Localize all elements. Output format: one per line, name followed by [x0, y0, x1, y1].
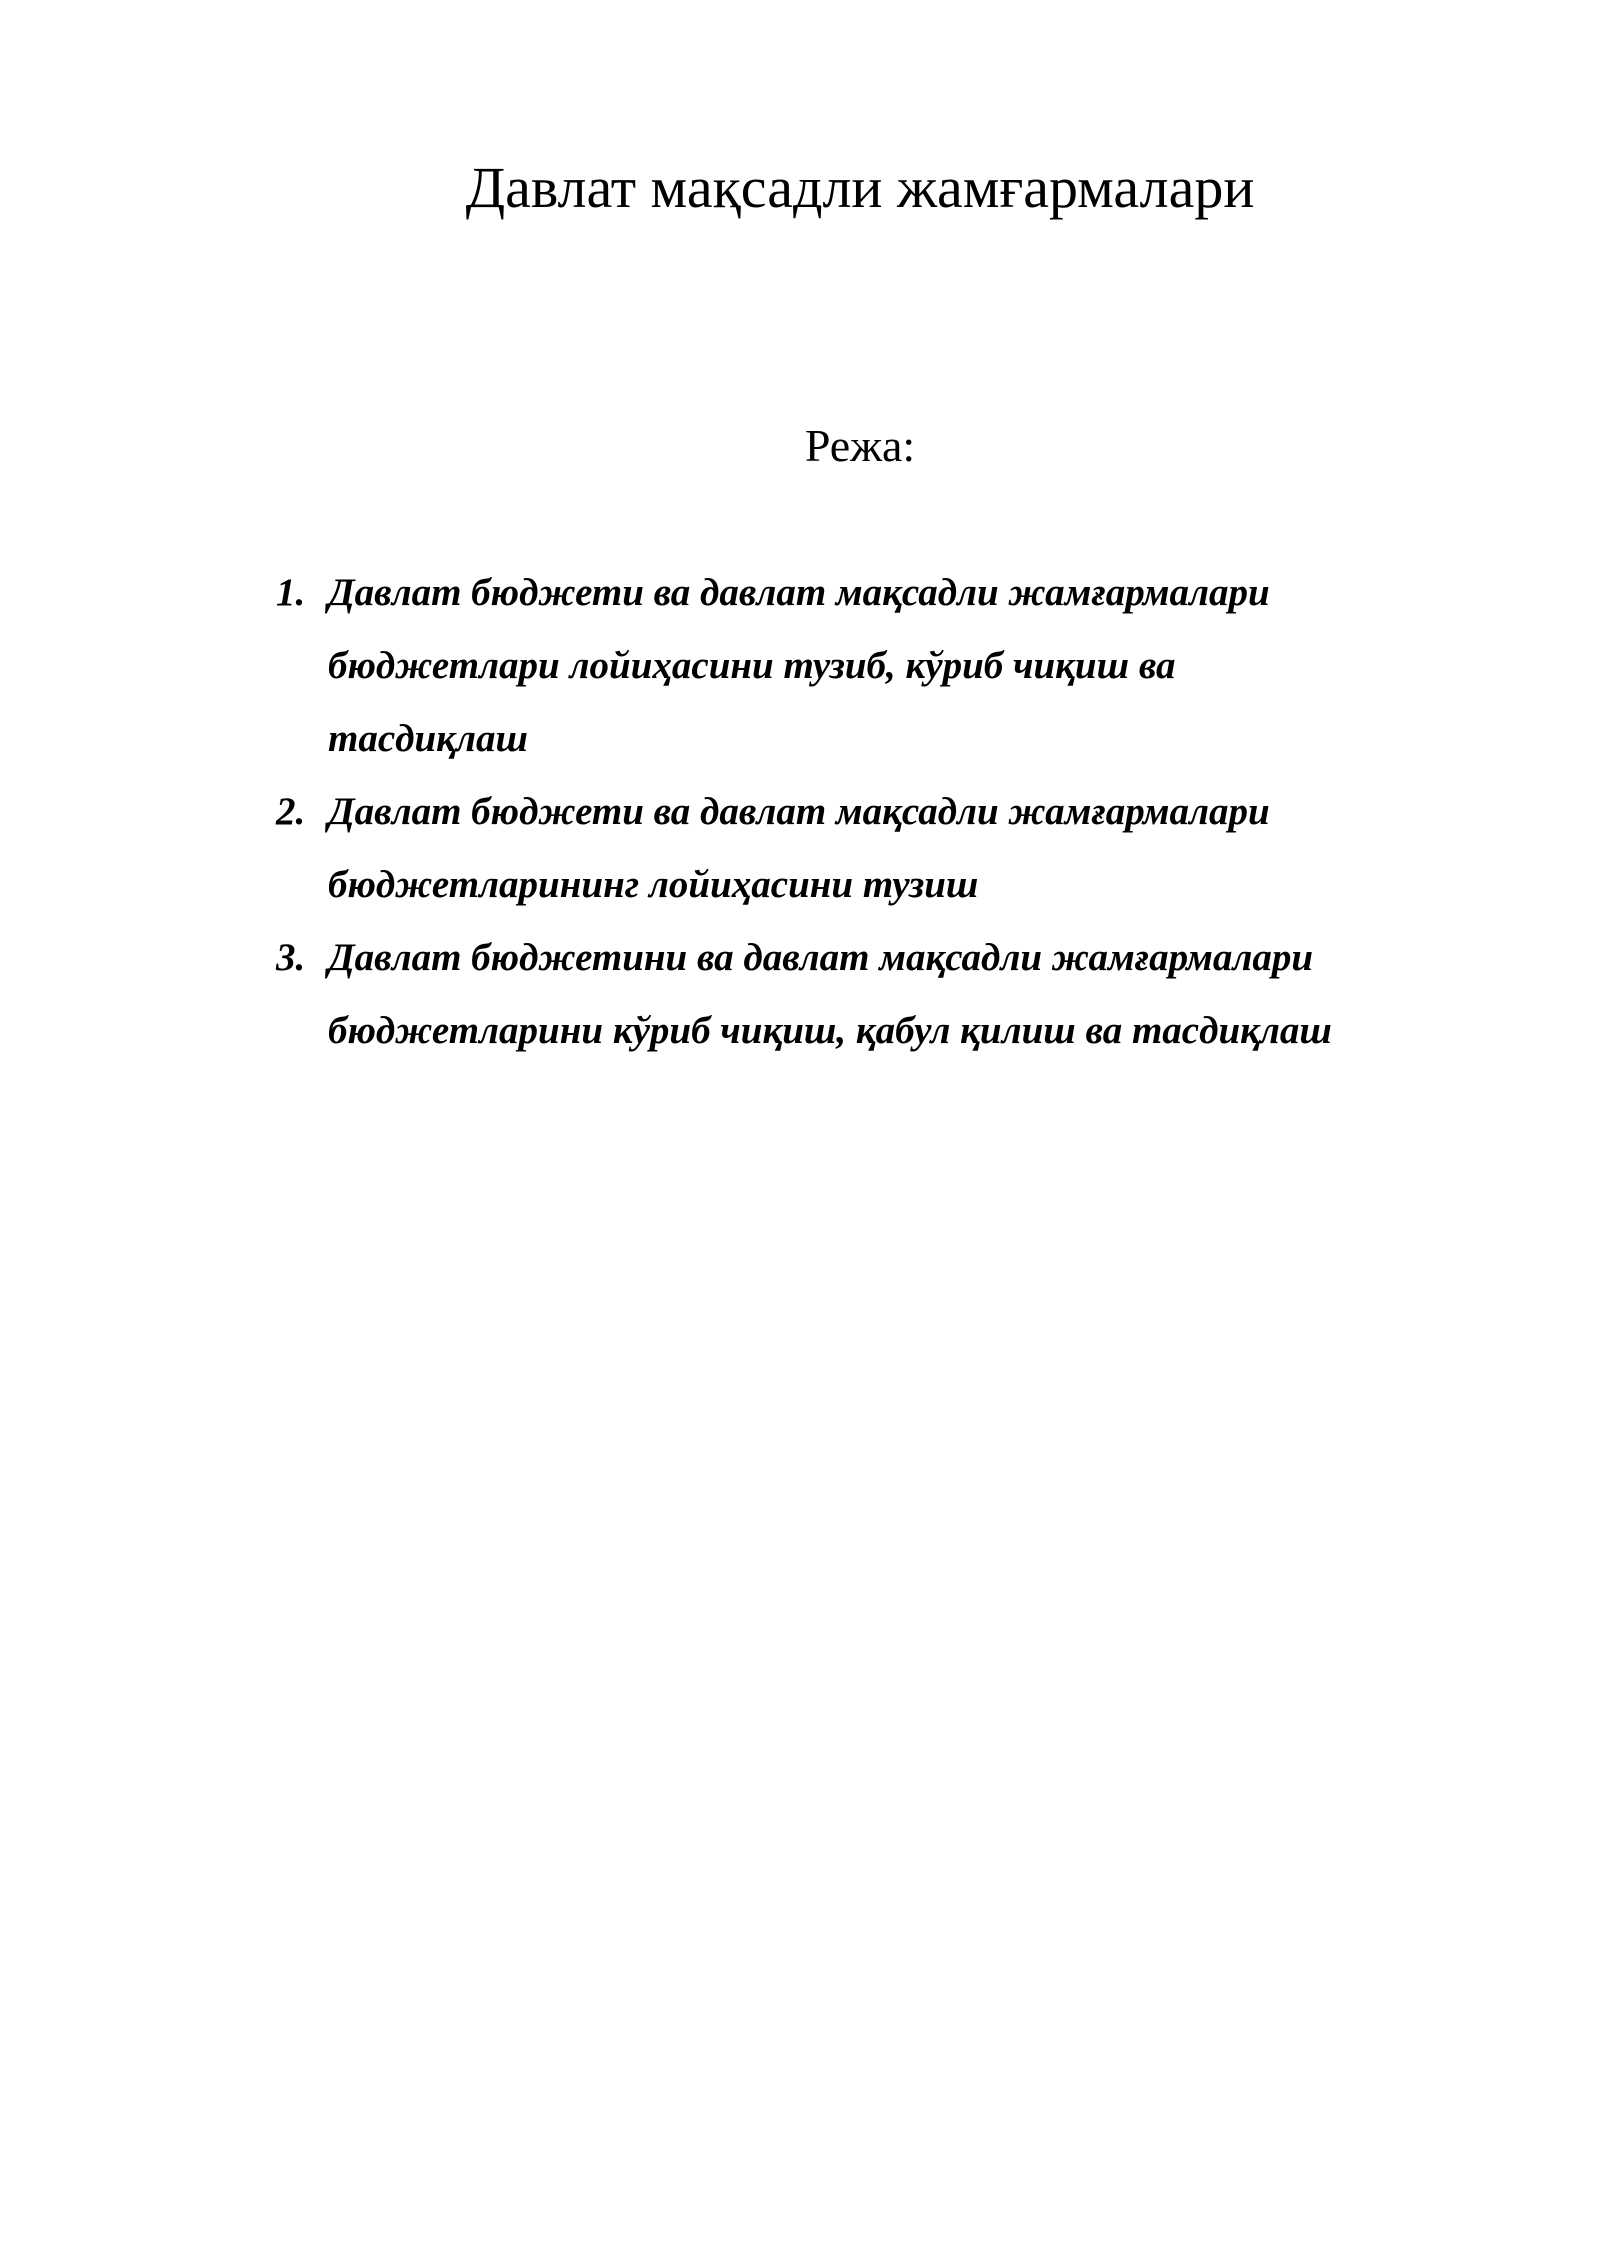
plan-item-line: Давлат бюджети ва давлат мақсадли жамғармалари — [328, 571, 1270, 614]
plan-item-line: Давлат бюджети ва давлат мақсадли жамғармалари — [328, 790, 1270, 833]
plan-item-number: 1. — [276, 571, 306, 614]
plan-list — [276, 556, 1476, 1067]
plan-item-line: бюджетларининг лойиҳасини тузиш — [328, 863, 979, 906]
plan-item-line: тасдиқлаш — [328, 717, 528, 760]
plan-heading: Режа: — [804, 420, 916, 471]
plan-item-number: 3. — [276, 936, 306, 979]
plan-item-line: Давлат бюджетини ва давлат мақсадли жамғармалари — [328, 936, 1314, 979]
document-title: Давлат мақсадли жамғармалари — [465, 155, 1255, 220]
plan-item-number: 2. — [276, 790, 306, 833]
plan-item-line: бюджетлари лойиҳасини тузиб, кўриб чиқиш ва — [328, 644, 1176, 687]
plan-item-2 — [276, 775, 1476, 921]
plan-item-3 — [276, 921, 1476, 1067]
plan-item-line: бюджетларини кўриб чиқиш, қабул қилиш ва тасдиқлаш — [328, 1009, 1332, 1052]
plan-item-1 — [276, 556, 1476, 775]
